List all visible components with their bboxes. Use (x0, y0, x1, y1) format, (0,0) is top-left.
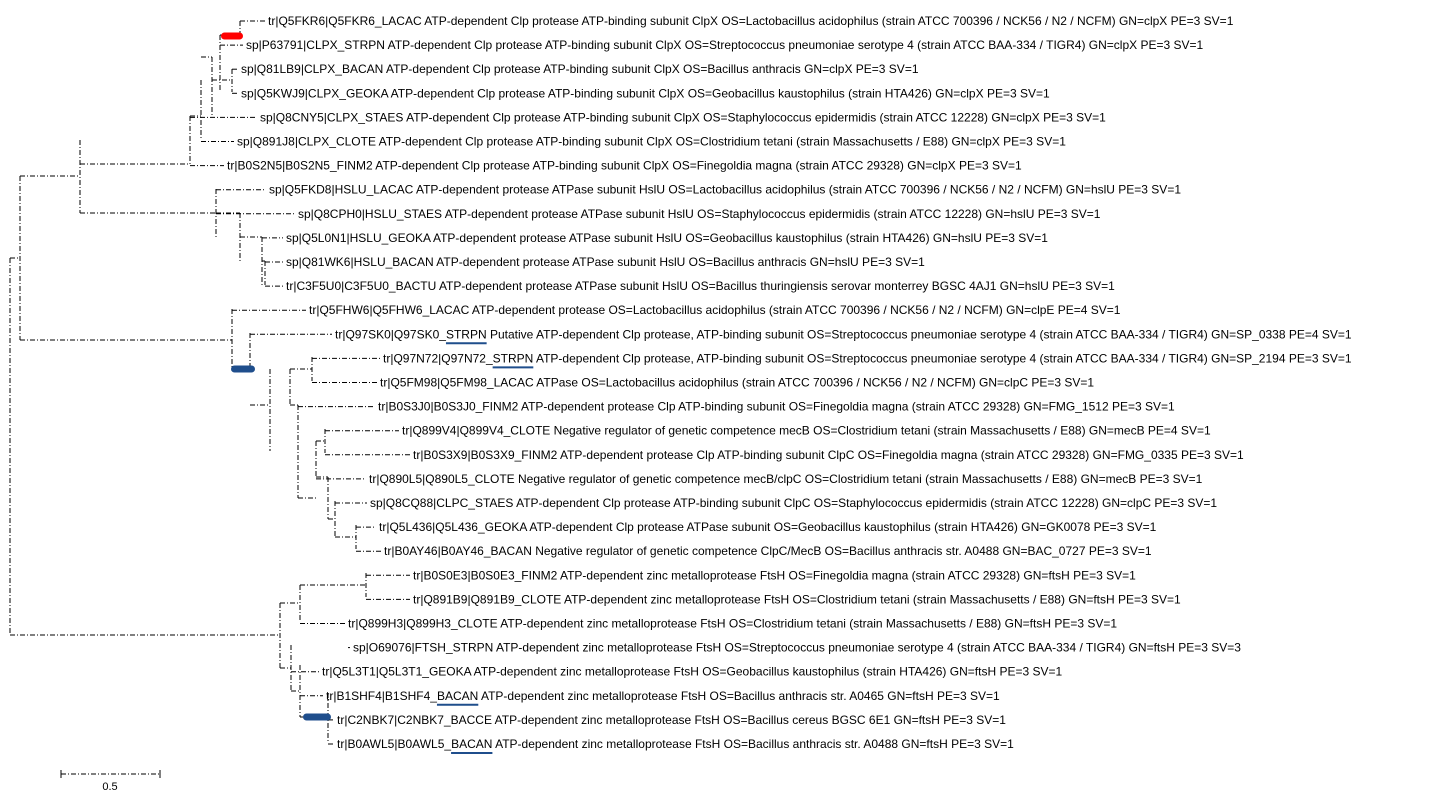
leaf-label (286, 279, 1115, 293)
leaf-label (337, 737, 1014, 751)
leaf-label (353, 641, 1241, 655)
leaf-label-underlined-code: STRPN (492, 351, 534, 366)
leaf-label-text: ATP-dependent Clp protease, ATP-binding subunit OS=Streptococcus pneumoniae serotype 4 (strain ATCC BAA-334 / TIGR4) GN=SP_2194 PE=3 SV=1 (533, 351, 1352, 366)
leaf-label-text: tr|Q5L3T1|Q5L3T1_GEOKA ATP-dependent zinc metalloprotease FtsH OS=Geobacillus kaustophilus (strain HTA426) GN=ftsH PE=3 SV=1 (322, 664, 1063, 679)
leaf-label-text: sp|P63791|CLPX_STRPN ATP-dependent Clp protease ATP-binding subunit ClpX OS=Streptococcus pneumoniae serotype 4 (strain ATCC BAA-334 / TIGR4) GN=clpX PE=3 SV=1 (246, 38, 1204, 53)
leaf-label-text: tr|Q899H3|Q899H3_CLOTE ATP-dependent zinc metalloprotease FtsH OS=Clostridium tetani (strain Massachusetts / E88) GN=ftsH PE=3 SV=1 (348, 616, 1118, 631)
leaf-label-text: tr|Q890L5|Q890L5_CLOTE Negative regulator of genetic competence mecB/clpC OS=Clostridium tetani (strain Massachusetts / E88) GN=mecB PE=3 SV=1 (369, 471, 1203, 486)
leaf-label-text: tr|C2NBK7|C2NBK7_BACCE ATP-dependent zinc metalloprotease FtsH OS=Bacillus cereus BGSC 6E1 GN=ftsH PE=3 SV=1 (337, 712, 1006, 727)
leaf-label-text: sp|Q891J8|CLPX_CLOTE ATP-dependent Clp protease ATP-binding subunit ClpX OS=Clostridium tetani (strain Massachusetts / E88) GN=clpX PE=3 SV=1 (237, 134, 1066, 149)
leaf-label (237, 135, 1066, 149)
leaf-label-text: tr|Q891B9|Q891B9_CLOTE ATP-dependent zinc metalloprotease FtsH OS=Clostridium tetani (strain Massachusetts / E88) GN=ftsH PE=3 SV=1 (413, 592, 1181, 607)
leaf-label-text: sp|Q8CQ88|CLPC_STAES ATP-dependent Clp protease ATP-binding subunit ClpC OS=Staphylococcus epidermidis (strain ATCC 12228) GN=clpC PE=3 SV=1 (370, 496, 1218, 510)
blue-node-marker (303, 714, 331, 721)
leaf-label (337, 713, 1006, 727)
leaf-label (269, 183, 1181, 197)
tree-branches (10, 21, 410, 744)
leaf-label-text: sp|O69076|FTSH_STRPN ATP-dependent zinc metalloprotease FtsH OS=Streptococcus pneumoniae serotype 4 (strain ATCC BAA-334 / TIGR4) GN=ftsH PE=3 SV=3 (353, 640, 1241, 655)
leaf-label (378, 400, 1175, 414)
leaf-label-text: tr|B0S3J0|B0S3J0_FINM2 ATP-dependent protease Clp ATP-binding subunit OS=Finegoldia magna (strain ATCC 29328) GN=FMG_1512 PE=3 SV=1 (378, 399, 1175, 414)
leaf-label (380, 376, 1094, 390)
leaf-label (413, 592, 1181, 606)
leaf-label-text: sp|Q81WK6|HSLU_BACAN ATP-dependent protease ATPase subunit HslU OS=Bacillus anthracis GN=hslU PE=3 SV=1 (286, 255, 925, 269)
leaf-label-text: tr|B0AY46|B0AY46_BACAN Negative regulator of genetic competence ClpC/MecB OS=Bacillus anthracis str. A0488 GN=BAC_0727 PE=3 SV=1 (384, 544, 1152, 559)
leaf-label (322, 665, 1062, 679)
leaf-label-text: tr|Q5FKR6|Q5FKR6_LACAC ATP-dependent Clp protease ATP-binding subunit ClpX OS=Lactobacillus acidophilus (strain ATCC 700396 / NCK56 / N2 / NCFM) GN=clpX PE=3 SV=1 (268, 14, 1234, 28)
red-node-marker (221, 33, 243, 40)
leaf-label-text: tr|Q899V4|Q899V4_CLOTE Negative regulator of genetic competence mecB OS=Clostridium tetani (strain Massachusetts / E88) GN=mecB PE=4 SV=1 (402, 423, 1211, 438)
leaf-label (241, 86, 1050, 100)
leaf-label (348, 617, 1117, 631)
leaf-label-text: sp|Q5L0N1|HSLU_GEOKA ATP-dependent protease ATPase subunit HslU OS=Geobacillus kaustophilus (strain HTA426) GN=hslU PE=3 SV=1 (286, 230, 1048, 245)
leaf-label (402, 424, 1211, 438)
scale-bar-label: 0.5 (102, 781, 118, 793)
leaf-label-underlined-code: STRPN (445, 327, 487, 342)
leaf-label (298, 207, 1101, 221)
blue-node-marker (231, 366, 255, 373)
scale-bar (61, 770, 160, 793)
leaf-label (370, 496, 1217, 510)
leaf-label (241, 62, 919, 76)
leaf-label-text: tr|B0S0E3|B0S0E3_FINM2 ATP-dependent zinc metalloprotease FtsH OS=Finegoldia magna (strain ATCC 29328) GN=ftsH PE=3 SV=1 (413, 568, 1136, 583)
leaf-label-text: tr|Q5L436|Q5L436_GEOKA ATP-dependent Clp protease ATPase subunit OS=Geobacillus kaustophilus (strain HTA426) GN=GK0078 PE=3 SV=1 (379, 520, 1157, 535)
leaf-label-text: tr|B0AWL5|B0AWL5_ (337, 737, 452, 751)
leaf-label (309, 303, 1121, 317)
leaf-label-text: ATP-dependent zinc metalloprotease FtsH OS=Bacillus anthracis str. A0465 GN=ftsH PE=3 SV=1 (478, 688, 1000, 703)
leaf-label-text: sp|Q5FKD8|HSLU_LACAC ATP-dependent protease ATPase subunit HslU OS=Lactobacillus acidophilus (strain ATCC 700396 / NCK56 / N2 / NCFM) GN=hslU PE=3 SV=1 (269, 182, 1181, 197)
leaf-label-text: sp|Q8CNY5|CLPX_STAES ATP-dependent Clp protease ATP-binding subunit ClpX OS=Staphylococcus epidermidis (strain ATCC 12228) GN=clpX PE=3 SV=1 (260, 110, 1106, 125)
leaf-label (246, 38, 1204, 52)
leaf-label-text: sp|Q5KWJ9|CLPX_GEOKA ATP-dependent Clp protease ATP-binding subunit ClpX OS=Geobacillus kaustophilus (strain HTA426) GN=clpX PE=3 SV=1 (241, 86, 1050, 101)
leaf-label (326, 689, 1000, 703)
leaf-label (413, 568, 1136, 582)
leaf-label (286, 231, 1048, 245)
leaf-label-text: sp|Q81LB9|CLPX_BACAN ATP-dependent Clp protease ATP-binding subunit ClpX OS=Bacillus anthracis GN=clpX PE=3 SV=1 (241, 62, 919, 77)
leaf-label-text: tr|B0S3X9|B0S3X9_FINM2 ATP-dependent protease Clp ATP-binding subunit ClpC OS=Finegoldia magna (strain ATCC 29328) GN=FMG_0335 PE=3 SV=1 (413, 447, 1244, 462)
leaf-label-text: tr|Q5FHW6|Q5FHW6_LACAC ATP-dependent protease OS=Lactobacillus acidophilus (strain ATCC 700396 / NCK56 / N2 / NCFM) GN=clpE PE=4 SV=1 (309, 303, 1121, 318)
leaf-label-text: tr|Q5FM98|Q5FM98_LACAC ATPase OS=Lactobacillus acidophilus (strain ATCC 700396 / NCK56 / N2 / NCFM) GN=clpC PE=3 SV=1 (380, 375, 1095, 390)
leaf-labels (227, 14, 1352, 753)
leaf-label (227, 159, 1022, 173)
leaf-label-underlined-code: BACAN (436, 688, 479, 703)
leaf-label (383, 351, 1352, 365)
leaf-label (379, 520, 1157, 534)
leaf-label-text: tr|Q97SK0|Q97SK0_ (335, 327, 446, 342)
leaf-label-underlined-code: BACAN (451, 737, 493, 751)
leaf-label-text: tr|Q97N72|Q97N72_ (383, 351, 493, 366)
leaf-label-text: tr|C3F5U0|C3F5U0_BACTU ATP-dependent protease ATPase subunit HslU OS=Bacillus thuringiensis serovar monterrey BGSC 4AJ1 GN=hslU PE=3 SV=1 (286, 279, 1115, 294)
leaf-label-text: ATP-dependent zinc metalloprotease FtsH OS=Bacillus anthracis str. A0488 GN=ftsH PE=3 SV=1 (492, 737, 1014, 751)
leaf-label (260, 110, 1106, 124)
leaf-label-text: sp|Q8CPH0|HSLU_STAES ATP-dependent protease ATPase subunit HslU OS=Staphylococcus epidermidis (strain ATCC 12228) GN=hslU PE=3 SV=1 (298, 206, 1101, 221)
leaf-label-text: Putative ATP-dependent Clp protease, ATP-binding subunit OS=Streptococcus pneumoniae serotype 4 (strain ATCC BAA-334 / TIGR4) GN=SP_0338 PE=4 SV=1 (486, 327, 1352, 342)
leaf-label (369, 472, 1203, 486)
leaf-label (335, 327, 1352, 341)
leaf-label (286, 255, 925, 269)
leaf-label (268, 14, 1234, 28)
leaf-label (384, 544, 1152, 558)
leaf-label-text: tr|B1SHF4|B1SHF4_ (326, 688, 437, 703)
leaf-label-text: tr|B0S2N5|B0S2N5_FINM2 ATP-dependent Clp protease ATP-binding subunit ClpX OS=Finegoldia magna (strain ATCC 29328) GN=clpX PE=3 SV=1 (227, 158, 1022, 173)
leaf-label (413, 448, 1244, 462)
